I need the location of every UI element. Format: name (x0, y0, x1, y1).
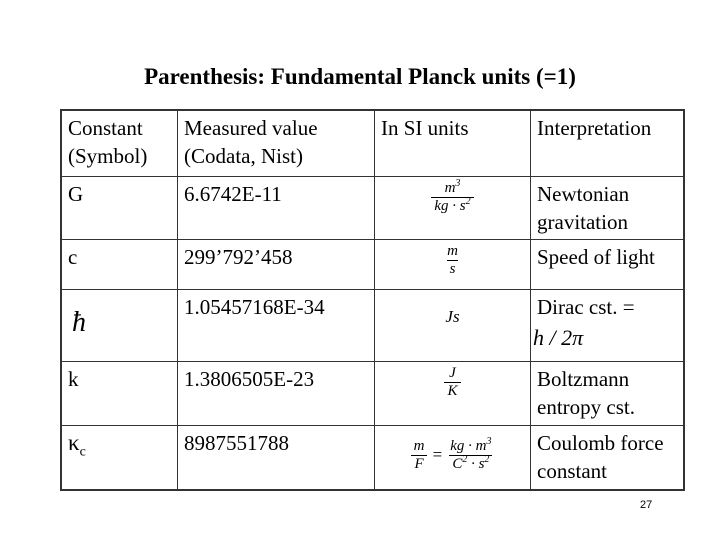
si-unit-js: Js (445, 306, 460, 326)
si-fraction: $\frac{m^3}{kg \cdot s^2}$ (431, 180, 473, 215)
row-value: 1.05457168E-34 (178, 289, 375, 362)
row-si-unit (375, 425, 531, 490)
row-si-unit (375, 289, 531, 362)
coulomb-unit-equation: $\frac{m}{F}$ = $\frac{kg \cdot m^3}{C^2 \cdot s^2}$ (411, 438, 493, 473)
table-row (61, 362, 684, 426)
page-number: 27 (640, 499, 653, 511)
hbar-symbol: ħ (72, 306, 86, 338)
header-measured-value: Measured value (Codata, Nist) (178, 110, 375, 177)
row-symbol (61, 289, 178, 362)
dirac-formula: h / 2π (533, 324, 584, 350)
si-fraction: $\frac{J}{K}$ (444, 365, 460, 400)
row-si-unit (375, 362, 531, 426)
table-row (61, 289, 684, 362)
row-symbol: c (61, 239, 178, 289)
header-si-units: In SI units (375, 110, 531, 177)
row-symbol: G (61, 177, 178, 239)
planck-units-table (60, 109, 685, 491)
table-row (61, 177, 684, 239)
row-interpretation: Dirac cst. = h / 2π (531, 289, 685, 362)
row-si-unit (375, 239, 531, 289)
row-interpretation: Coulomb force constant (531, 425, 685, 490)
table-row (61, 425, 684, 490)
row-interpretation: Boltzmann entropy cst. (531, 362, 685, 426)
row-value: 6.6742E-11 (178, 177, 375, 239)
table-row (61, 239, 684, 289)
kappa-symbol: $\kappa_c$ (68, 429, 86, 460)
row-interpretation: Speed of light (531, 239, 685, 289)
row-si-unit (375, 177, 531, 239)
row-value: 299’792’458 (178, 239, 375, 289)
slide-title: Parenthesis: Fundamental Planck units (=1) (144, 64, 576, 89)
row-symbol (61, 425, 178, 490)
row-symbol: k (61, 362, 178, 426)
row-value: 8987551788 (178, 425, 375, 490)
table-header-row (61, 110, 684, 177)
header-constant: Constant (Symbol) (61, 110, 178, 177)
header-interpretation: Interpretation (531, 110, 685, 177)
row-value: 1.3806505E-23 (178, 362, 375, 426)
si-fraction: $\frac{m}{s}$ (447, 242, 458, 277)
row-interpretation: Newtonian gravitation (531, 177, 685, 239)
